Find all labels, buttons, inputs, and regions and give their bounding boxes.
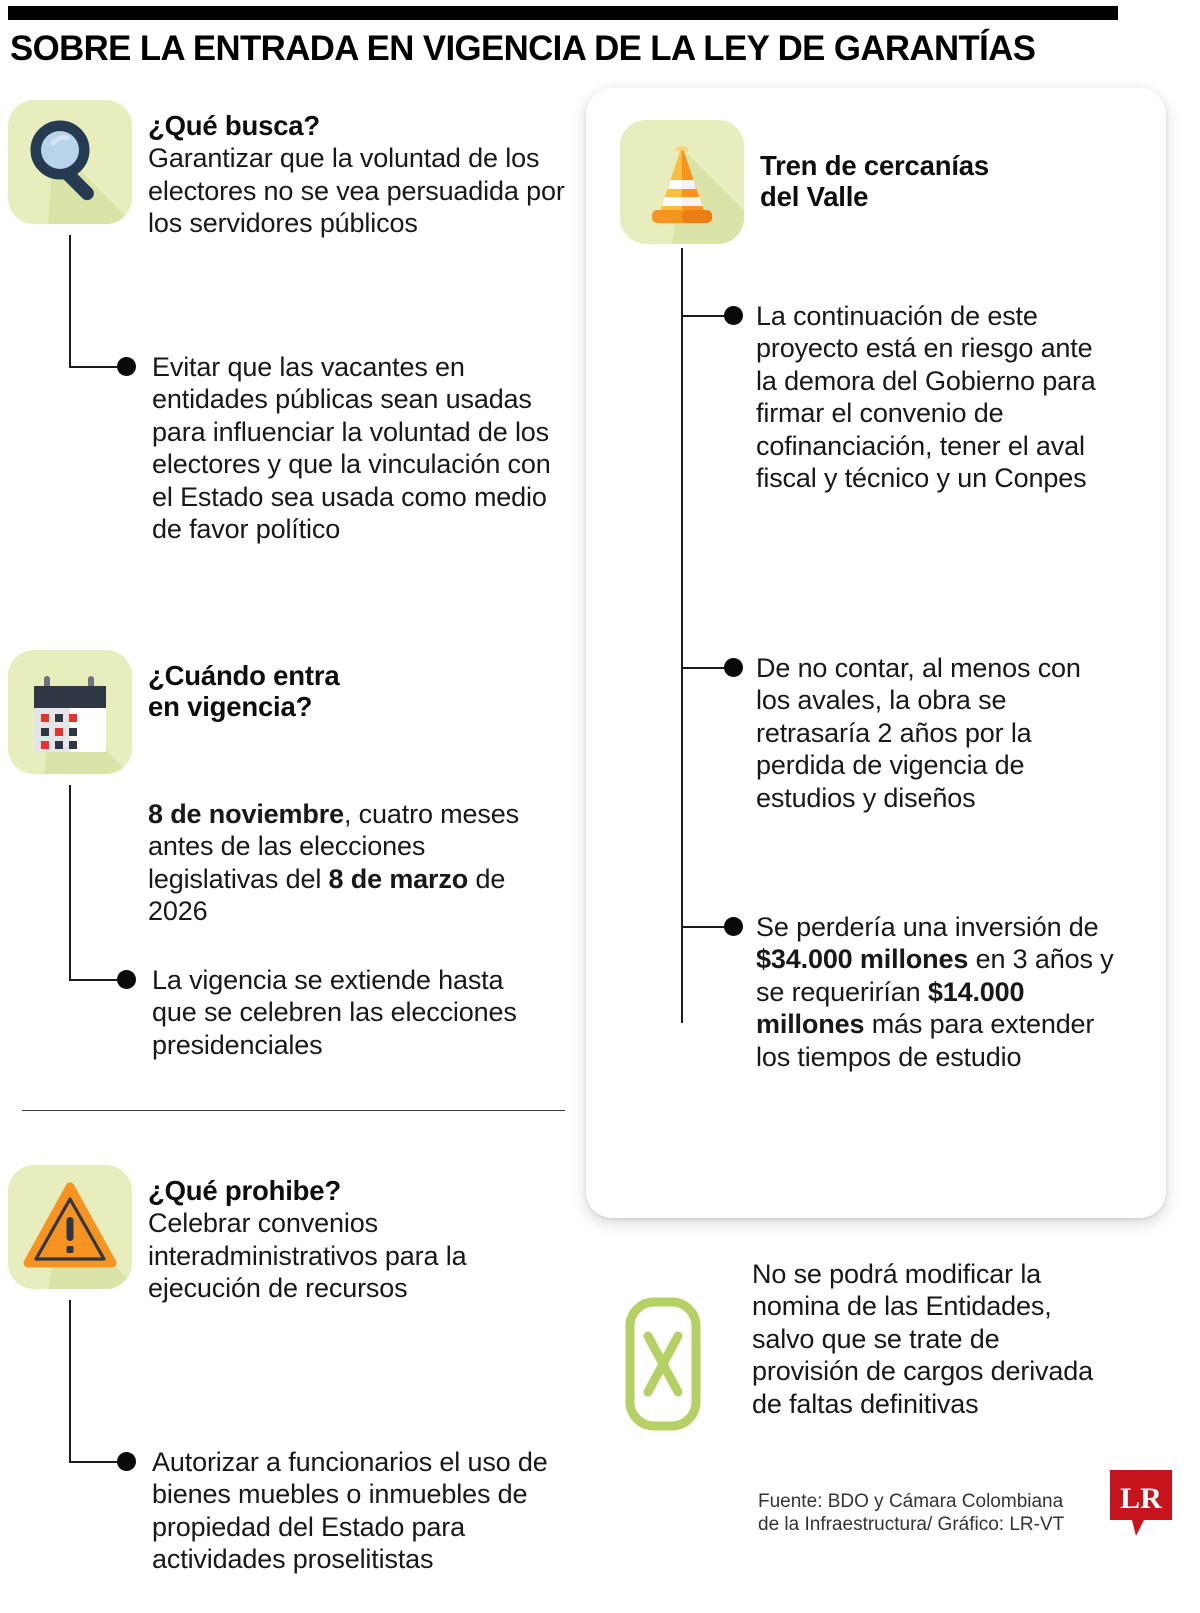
- section-divider: [22, 1110, 565, 1111]
- card-heading-line2: del Valle: [760, 181, 869, 213]
- section-heading: ¿Qué prohibe?: [148, 1175, 341, 1206]
- bullet-text: Evitar que las vacantes en entidades públicas sean usadas para influenciar la voluntad de los electores y que la vinculación con el Estado sea usada como medio de favor político: [152, 352, 551, 544]
- section-lead: Celebrar convenios interadministrativos para la ejecución de recursos: [148, 1208, 467, 1304]
- bullet-dot-2: [724, 658, 743, 677]
- tren-de-cercanias-card: [586, 88, 1166, 1218]
- bullet-3-bold-2: $14.000 millones: [756, 976, 1025, 1040]
- section-que-prohibe: [0, 1165, 580, 1575]
- connector-vline: [69, 1300, 71, 1462]
- lead-mid: , cuatro meses antes de las elecciones legislativas del: [148, 799, 519, 894]
- x-box-icon: [620, 1286, 712, 1446]
- lr-logo-text: LR: [1120, 1482, 1162, 1515]
- connector: [0, 1165, 580, 1485]
- card-bullet-2: De no contar, al menos con los avales, la obra se retrasaría 2 años por la perdida de vigencia de estudios y diseños: [756, 653, 1081, 813]
- source-line-2: de la Infraestructura/ Gráfico: LR-VT: [758, 1514, 1065, 1536]
- lead-bold-date-1: 8 de noviembre: [148, 799, 344, 829]
- bullet-3-suffix: más para extender los tiempos de estudio: [756, 1009, 1095, 1072]
- top-rule: [8, 6, 1118, 20]
- lr-logo-icon: [1110, 1470, 1172, 1542]
- lr-logo: [1110, 1470, 1172, 1547]
- bullet-3-prefix: Se perdería una inversión de: [756, 912, 1099, 942]
- source-credit: [758, 1490, 1098, 1536]
- bullet-dot: [117, 970, 136, 989]
- source-line-1: Fuente: BDO y Cámara Colombiana: [758, 1491, 1064, 1512]
- bullet-dot-1: [724, 306, 743, 325]
- bullet-text: Autorizar a funcionarios el uso de bienes muebles o inmuebles de propiedad del Estado para actividades proselitistas: [152, 1447, 548, 1575]
- bullet-dot: [117, 357, 136, 376]
- bullet-3-mid: en 3 años y se requerirían: [756, 944, 1114, 1007]
- section-que-busca: [0, 100, 580, 544]
- lead-bold-date-2: 8 de marzo: [328, 863, 469, 894]
- card-heading-line1: Tren de cercanías: [760, 150, 989, 181]
- card-bullet-1: La continuación de este proyecto está en riesgo ante la demora del Gobierno para firmar el convenio de cofinanciación, tener el aval fiscal y técnico y un Conpes: [756, 301, 1096, 493]
- x-box-icon-wrap: [620, 1286, 712, 1451]
- bullet-text: La vigencia se extiende hasta que se celebren las elecciones presidenciales: [152, 965, 517, 1060]
- bullet-dot: [117, 1452, 136, 1471]
- lead-tail: de 2026: [148, 863, 506, 927]
- bullet-3-bold-1: $34.000 millones: [756, 944, 969, 975]
- page-title: SOBRE LA ENTRADA EN VIGENCIA DE LA LEY DE GARANTÍAS: [10, 28, 1036, 68]
- connector-trunk: [681, 248, 683, 1023]
- section-lead: Garantizar que la voluntad de los electores no se vea persuadida por los servidores públicos: [148, 143, 565, 239]
- section-heading-line2: en vigencia?: [148, 691, 313, 723]
- section-heading-line1: ¿Cuándo entra: [148, 660, 340, 691]
- section-cuando-entra: [0, 650, 580, 1060]
- connector-vline: [69, 785, 71, 980]
- section-heading: ¿Qué busca?: [148, 110, 320, 141]
- card-bullet-3: [756, 911, 1114, 1073]
- nomina-note-text: No se podrá modificar la nomina de las Entidades, salvo que se trate de provisión de cargos derivada de faltas definitivas: [752, 1259, 1093, 1419]
- bullet-dot-3: [724, 917, 743, 936]
- connector-vline: [69, 235, 71, 367]
- nomina-note: [620, 1252, 1180, 1451]
